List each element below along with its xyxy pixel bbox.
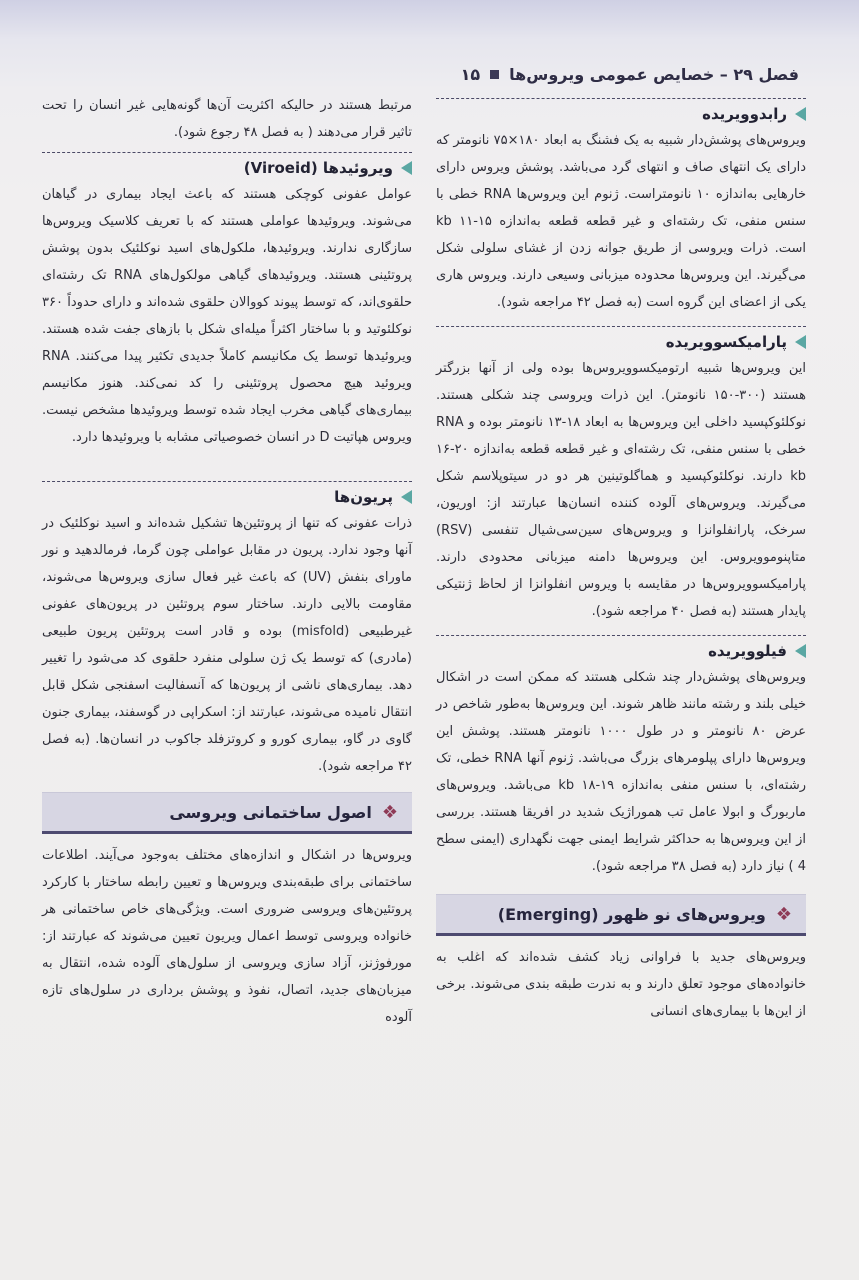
section-text: ویروس‌های پوشش‌دار چند شکلی هستند که ممکن است در اشکال خیلی بلند و رشته مانند ظاهر شوند. این ویروس‌ها به‌طور شاخص در عرض ۸۰ نانومتر و در طول ۱۰۰۰ نانومتر هستند. پوشش این ویروس‌ها دارای پپلومرهای بزرگ می‌باشد. ژنوم آنها RNA خطی، تک رشته‌ای، با سنس منفی به‌اندازه ۱۹-۱۸ kb می‌باشد. ویروس‌های ماربورگ و ابولا عامل تب هموراژیک شدید در افریقا هستند. بررسی از این ویروس‌ها به حداکثر شرایط ایمنی جهت نگهداری (ایمنی سطح 4 ) نیاز دارد (به فصل ۳۸ مراجعه شود).: [436, 670, 807, 874]
section-text: عوامل عفونی کوچکی هستند که باعث ایجاد بیماری در گیاهان می‌شوند. ویروئیدها عواملی هستند که با تعریف کلاسیک ویروس‌ها سازگاری ندارند. ویروئیدها، ملکول‌های اسید نوکلئیک بدون پوشش پروتئینی هستند. ویروئیدهای گیاهی مولکول‌های RNA تک رشته‌ای حلقوی‌اند، که توسط پیوند کووالان حلقوی شده‌اند و دارای حدوداً ۳۶۰ نوکلئوتید و با ساختار اکثراً میله‌ای شکل با بازهای جفت شده هستند. ویروئیدها توسط یک مکانیسم کاملاً جدیدی تکثیر پیدا می‌کنند. RNA ویروئید هیچ محصول پروتئینی را کد نمی‌کند. هنوز مکانیسم بیماری‌های گیاهی مخرب ایجاد شده توسط ویروئیدها مشخص نیست. ویروس هپاتیت D در انسان خصوصیاتی مشابه با ویروئیدها دارد.: [42, 187, 412, 445]
page-header: [60, 58, 799, 90]
section-filoviridae: [436, 635, 806, 880]
triangle-bullet-icon: [795, 644, 806, 658]
diamond-bullet-icon: ❖: [775, 903, 792, 925]
section-heading: [436, 98, 806, 123]
section-heading: [42, 481, 412, 506]
page-number: ۱۵: [460, 64, 481, 84]
triangle-bullet-icon: [401, 161, 412, 175]
section-heading: [436, 635, 806, 660]
emerging-viruses-banner: [436, 894, 806, 936]
continued-text: مرتبط هستند در حالیکه اکثریت آن‌ها گونه‌هایی غیر انسان را تحت تاثیر قرار می‌دهند ( به فصل ۴۸ رجوع شود).: [42, 98, 412, 140]
section-text: ذرات عفونی که تنها از پروتئین‌ها تشکیل شده‌اند و اسید نوکلئیک در آنها وجود ندارد. پریون در مقابل عواملی چون گرما، فرمالدهید و نور ماورای بنفش (UV) که باعث غیر فعال سازی ویروس‌ها می‌شوند، مقاومت بالایی دارند. ساختار سوم پروتئین در پریون‌های عفونی غیرطبیعی (misfold) بوده و قادر است پروتئین پریون طبیعی (مادری) که توسط یک ژن سلولی منفرد حلقوی کد می‌شود را تغییر دهد. بیماری‌های ناشی از پریون‌ها که آنسفالیت اسفنجی شکل قابل انتقال نامیده می‌شوند، عبارتند از: اسکراپی در گوسفند، بیماری جنون گاوی در گاو، بیماری کورو و کروتزفلد جاکوب در انسان‌ها. (به فصل ۴۲ مراجعه شود).: [42, 516, 413, 774]
section-title: فیلوویریده: [708, 642, 787, 660]
section-title: ویروئیدها (Viroeid): [243, 159, 393, 177]
section-title: رابدوویریده: [702, 105, 787, 123]
section-viroids: [42, 152, 412, 451]
section-heading: [42, 152, 412, 177]
section-prions: [42, 481, 412, 780]
section-text: این ویروس‌ها شبیه ارتومیکسوویروس‌ها بوده ولی از آنها بزرگتر هستند (۳۰۰-۱۵۰ نانومتر). این ذرات ویروسی چند شکلی هستند. نوکلئوکپسید داخلی این ویروس‌ها به ابعاد ۱۸-۱۳ نانومتر بوده و RNA خطی با سنس منفی، تک رشته‌ای و غیر قطعه قطعه به‌اندازه ۲۰-۱۶ kb دارند. نوکلئوکپسید و هماگلوتینین هر دو در سیتوپلاسم شکل می‌گیرند. ویروس‌های آلوده کننده انسان‌ها عبارتند از: اوریون، سرخک، پارانفلوانزا و ویروس‌های سین‌سی‌شیال تنفسی (RSV) متاپنوموویروس. این ویروس‌ها دامنه میزبانی محدودی دارند. پارامیکسوویروس‌ها در مقایسه با ویروس انفلوانزا از لحاظ ژنتیکی پایدار هستند (به فصل ۴۰ مراجعه شود).: [436, 361, 807, 619]
banner-text: ویروس‌های جدید با فراوانی زیاد کشف شده‌اند که اغلب به خانواده‌های موجود تعلق دارند و به ندرت طبقه بندی می‌شوند. برخی از این‌ها با بیماری‌های انسانی: [436, 950, 806, 1019]
section-paramyxoviridae: [436, 326, 806, 625]
section-heading: [436, 326, 806, 351]
chapter-title: فصل ۲۹ – خصایص عمومی ویروس‌ها: [509, 64, 799, 84]
banner-text: ویروس‌ها در اشکال و اندازه‌های مختلف به‌وجود می‌آیند. اطلاعات ساختمانی برای طبقه‌بندی ویروس‌ها و تعیین رابطه ساختار با کارکرد پروتئین‌های ویروسی ضروری است. ویژگی‌های خاص ساختمانی هر خانواده ویروسی توسط اعمال ویریون تعیین می‌شوند که عبارتند از: مورفوژنز، آزاد سازی ویروسی از سلول‌های آلوده شده، انتقال به میزبان‌های جدید، اتصال، نفوذ و پوشش برداری در سلول‌های تازه آلوده: [42, 848, 412, 1025]
left-column: [42, 92, 412, 1031]
triangle-bullet-icon: [795, 335, 806, 349]
right-column: [436, 92, 806, 1025]
triangle-bullet-icon: [401, 490, 412, 504]
section-title: پریون‌ها: [334, 488, 393, 506]
structural-principles-block: [42, 792, 412, 1031]
banner-title: ویروس‌های نو ظهور (Emerging): [497, 904, 766, 924]
banner-title: اصول ساختمانی ویروسی: [169, 802, 372, 822]
section-rhabdoviridae: [436, 98, 806, 316]
square-bullet-icon: [490, 70, 499, 79]
emerging-viruses-block: [436, 894, 806, 1025]
structural-principles-banner: [42, 792, 412, 834]
triangle-bullet-icon: [795, 107, 806, 121]
section-title: پارامیکسوویریده: [665, 333, 787, 351]
diamond-bullet-icon: ❖: [381, 801, 398, 823]
section-text: ویروس‌های پوشش‌دار شبیه به یک فشنگ به ابعاد ۱۸۰×۷۵ نانومتر که دارای یک انتهای صاف و انتهای گرد می‌باشد. پوشش ویروس دارای خارهایی به‌اندازه ۱۰ نانومتراست. ژنوم این ویروس‌ها RNA خطی با سنس منفی، تک رشته‌ای و غیر قطعه قطعه به‌اندازه ۱۵-۱۱ kb است. ذرات ویروسی از طریق جوانه زدن از غشای سلولی شکل می‌گیرند. این ویروس‌ها محدوده میزبانی وسیعی دارند. ویروس هاری یکی از اعضای این گروه است (به فصل ۴۲ مراجعه شود).: [436, 133, 807, 310]
